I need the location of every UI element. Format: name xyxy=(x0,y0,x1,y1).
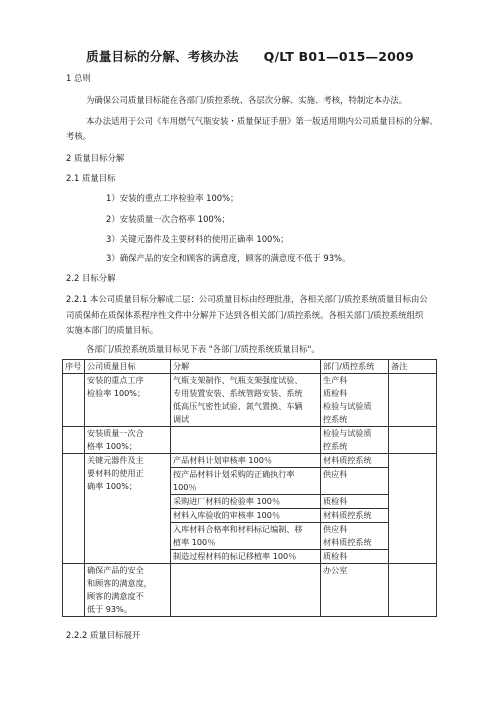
decomposition-cell: 采购进厂材料的检验率 100％ xyxy=(171,495,321,509)
section-2-2-heading: 2.2 目标分解 xyxy=(66,273,116,283)
decomposition-cell: 气瓶支架制作、气瓶支架强度试验、 专用装置安装、系统管路安装、系统 低高压气密性试验、氮气置换、车辆 调试 xyxy=(171,374,321,427)
department-cell: 材料质控系统 xyxy=(321,509,389,523)
doc-title xyxy=(0,47,500,65)
section-2-1-heading: 2.1 质量目标 xyxy=(66,173,116,183)
decomposition-cell xyxy=(171,564,321,617)
header-department: 部门/质控系统 xyxy=(321,360,389,374)
table-row xyxy=(63,454,437,468)
goal-cell: 确保产品的安全 和顾客的满意度， 顾客的满意度不 低于 93%。 xyxy=(85,564,171,617)
row-no xyxy=(63,564,85,617)
header-goal: 公司质量目标 xyxy=(85,360,171,374)
decomposition-cell xyxy=(171,427,321,454)
table-row xyxy=(63,427,437,454)
header-note: 备注 xyxy=(389,360,437,374)
row-no xyxy=(63,427,85,454)
table-row xyxy=(63,374,437,427)
section-2-2-2-heading: 2.2.2 质量目标展开 xyxy=(66,630,141,640)
department-cell: 检验与试验质 控系统 xyxy=(321,427,389,454)
goal-cell: 安装质量一次合 格率 100%； xyxy=(85,427,171,454)
goal-item-2: 2）安装质量一次合格率 100%； xyxy=(106,214,231,224)
department-cell: 供应科 xyxy=(321,468,389,495)
decomposition-cell: 产品材料计划审核率 100％ xyxy=(171,454,321,468)
section-1-para-2a: 本办法适用于公司《车用燃气气瓶安装・质量保证手册》第一版适用期内公司质量目标的分解、 xyxy=(86,116,438,126)
note-cell xyxy=(389,564,437,617)
section-1-heading: 1 总则 xyxy=(66,73,91,83)
goal-cell: 关键元器件及主 要材料的使用正 确率 100%； xyxy=(85,454,171,564)
goal-item-3: 3）关键元器件及主要材料的使用正确率 100%； xyxy=(106,234,289,244)
department-cell: 材料质控系统 xyxy=(321,454,389,468)
section-2-2-1-line-c: 实施本部门的质量目标。 xyxy=(66,325,159,335)
note-cell xyxy=(389,427,437,454)
section-1-para-1: 为确保公司质量目标能在各部门/质控系统、各层次分解、实施、考核，特制定本办法。 xyxy=(86,95,408,105)
department-cell: 供应科 材料质控系统 xyxy=(321,523,389,550)
decomposition-cell: 按产品材料计划采购的正确执行率 100％ xyxy=(171,468,321,495)
goal-item-4: 3）确保产品的安全和顾客的满意度，顾客的满意度不低于 93%。 xyxy=(106,253,351,263)
department-cell: 质检科 xyxy=(321,550,389,564)
note-cell xyxy=(389,374,437,427)
department-cell: 生产科 质检科 检验与试验质 控系统 xyxy=(321,374,389,427)
section-2-2-1-line-a: 2.2.1 本公司质量目标分解成二层：公司质量目标由经理批准，各相关部门/质控系统质量目标由公 xyxy=(66,294,428,304)
section-2-heading: 2 质量目标分解 xyxy=(66,153,125,163)
section-2-2-1-line-b: 司质保师在质保体系程序性文件中分解并下达到各相关部门/质控系统。各相关部门/质控系统组织 xyxy=(66,310,424,320)
table-intro: 各部门/质控系统质量目标见下表 "各部门/质控系统质量目标"。 xyxy=(86,344,320,354)
section-1-para-2b: 考核。 xyxy=(66,131,92,141)
note-cell xyxy=(389,454,437,564)
goal-item-1: 1）安装的重点工序检验率 100%； xyxy=(106,193,239,203)
decomposition-cell: 入库材料合格率和材料标记编制、移 植率 100％ xyxy=(171,523,321,550)
department-cell: 办公室 xyxy=(321,564,389,617)
goal-cell: 安装的重点工序 检验率 100%； xyxy=(85,374,171,427)
row-no xyxy=(63,374,85,427)
table-header-row xyxy=(63,360,437,374)
decomposition-cell: 制造过程材料的标记移植率 100％ xyxy=(171,550,321,564)
decomposition-cell: 材料入库验收的审核率 100％ xyxy=(171,509,321,523)
table-row xyxy=(63,564,437,617)
header-decomposition: 分解 xyxy=(171,360,321,374)
doc-code: Q/LT B01—015—2009 xyxy=(263,49,414,64)
doc-title-text: 质量目标的分解、考核办法 xyxy=(86,49,239,64)
quality-goal-table xyxy=(62,359,437,617)
department-cell: 质检科 xyxy=(321,495,389,509)
header-no: 序号 xyxy=(63,360,85,374)
row-no xyxy=(63,454,85,564)
